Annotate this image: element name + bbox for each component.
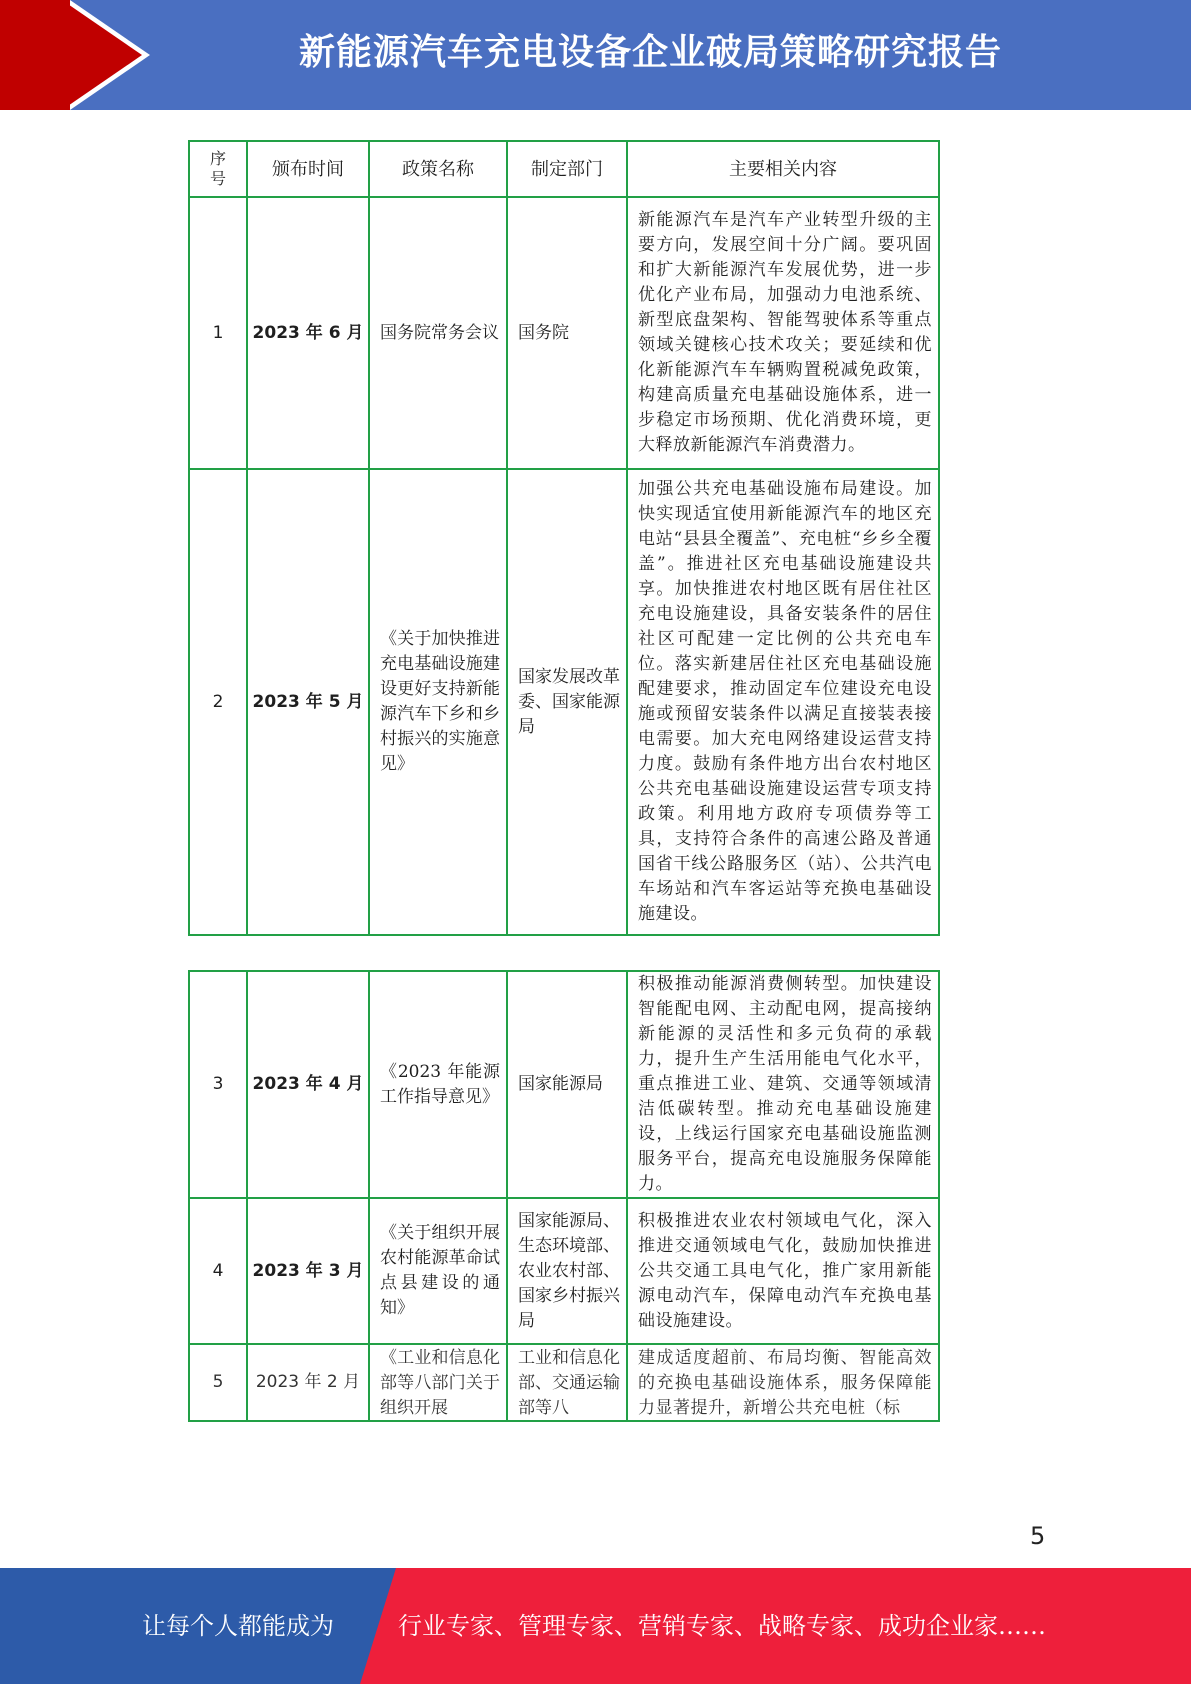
row-no: 1 [189, 197, 247, 469]
policy-table-part1 [188, 140, 940, 936]
row-department: 国家发展改革委、国家能源局 [507, 469, 627, 935]
row-policy-name: 《2023 年能源工作指导意见》 [369, 971, 507, 1198]
row-date: 2023 年 4 月 [247, 971, 369, 1198]
header-date: 颁布时间 [247, 141, 369, 197]
table-row [189, 469, 939, 935]
header-arrow-red [62, 0, 142, 110]
row-content: 建成适度超前、布局均衡、智能高效的充换电基础设施体系，服务保障能力显著提升，新增公共充电桩（标 [627, 1344, 939, 1421]
row-date: 2023 年 5 月 [247, 469, 369, 935]
footer-blue-slant [360, 1568, 396, 1684]
row-content: 积极推动能源消费侧转型。加快建设智能配电网、主动配电网，提高接纳新能源的灵活性和多元负荷的承载力，提升生产生活用能电气化水平，重点推进工业、建筑、交通等领域清洁低碳转型。推动充电基础设施建设，上线运行国家充电基础设施监测服务平台，提高充电设施服务保障能力。 [627, 971, 939, 1198]
header-red-block [0, 0, 70, 110]
row-policy-name: 《工业和信息化部等八部门关于组织开展 [369, 1344, 507, 1421]
row-department: 国务院 [507, 197, 627, 469]
row-no: 4 [189, 1198, 247, 1344]
table-row [189, 1198, 939, 1344]
row-department: 国家能源局、生态环境部、农业农村部、国家乡村振兴局 [507, 1198, 627, 1344]
footer-slogan-left: 让每个人都能成为 [142, 1612, 334, 1640]
row-content: 积极推进农业农村领域电气化，深入推进交通领域电气化，鼓励加快推进公共交通工具电气化，推广家用新能源电动汽车，保障电动汽车充换电基础设施建设。 [627, 1198, 939, 1344]
table-row [189, 1344, 939, 1421]
row-no: 2 [189, 469, 247, 935]
row-content: 加强公共充电基础设施布局建设。加快实现适宜使用新能源汽车的地区充电站“县县全覆盖”、充电桩“乡乡全覆盖”。推进社区充电基础设施建设共享。加快推进农村地区既有居住社区充电设施建设，具备安装条件的居住社区可配建一定比例的公共充电车位。落实新建居住社区充电基础设施配建要求，推动固定车位建设充电设施或预留安装条件以满足直接装表接电需要。加大充电网络建设运营支持力度。鼓励有条件地方出台农村地区公共充电基础设施建设运营专项支持政策。利用地方政府专项债券等工具，支持符合条件的高速公路及普通国省干线公路服务区（站）、公共汽电车场站和汽车客运站等充换电基础设施建设。 [627, 469, 939, 935]
row-department: 国家能源局 [507, 971, 627, 1198]
row-date: 2023 年 2 月 [247, 1344, 369, 1421]
table-header-row [189, 141, 939, 197]
row-content: 新能源汽车是汽车产业转型升级的主要方向，发展空间十分广阔。要巩固和扩大新能源汽车发展优势，进一步优化产业布局，加强动力电池系统、新型底盘架构、智能驾驶体系等重点领域关键核心技术攻关；要延续和优化新能源汽车车辆购置税减免政策，构建高质量充电基础设施体系，进一步稳定市场预期、优化消费环境，更大释放新能源汽车消费潜力。 [627, 197, 939, 469]
header-policy-name: 政策名称 [369, 141, 507, 197]
row-policy-name: 《关于组织开展农村能源革命试点县建设的通知》 [369, 1198, 507, 1344]
row-policy-name: 《关于加快推进充电基础设施建设更好支持新能源汽车下乡和乡村振兴的实施意见》 [369, 469, 507, 935]
row-policy-name: 国务院常务会议 [369, 197, 507, 469]
row-date: 2023 年 3 月 [247, 1198, 369, 1344]
policy-table-part2 [188, 970, 940, 1422]
report-title: 新能源汽车充电设备企业破局策略研究报告 [298, 32, 1002, 73]
row-no: 5 [189, 1344, 247, 1421]
row-no: 3 [189, 971, 247, 1198]
page-number: 5 [1030, 1522, 1046, 1550]
table-row [189, 197, 939, 469]
page-footer [0, 1568, 1191, 1684]
header-department: 制定部门 [507, 141, 627, 197]
header-content: 主要相关内容 [627, 141, 939, 197]
row-department: 工业和信息化部、交通运输部等八 [507, 1344, 627, 1421]
header-no: 序号 [189, 141, 247, 197]
footer-slogan-right: 行业专家、管理专家、营销专家、战略专家、成功企业家…… [398, 1612, 1046, 1640]
table-row [189, 971, 939, 1198]
row-date: 2023 年 6 月 [247, 197, 369, 469]
page-header [0, 0, 1191, 110]
